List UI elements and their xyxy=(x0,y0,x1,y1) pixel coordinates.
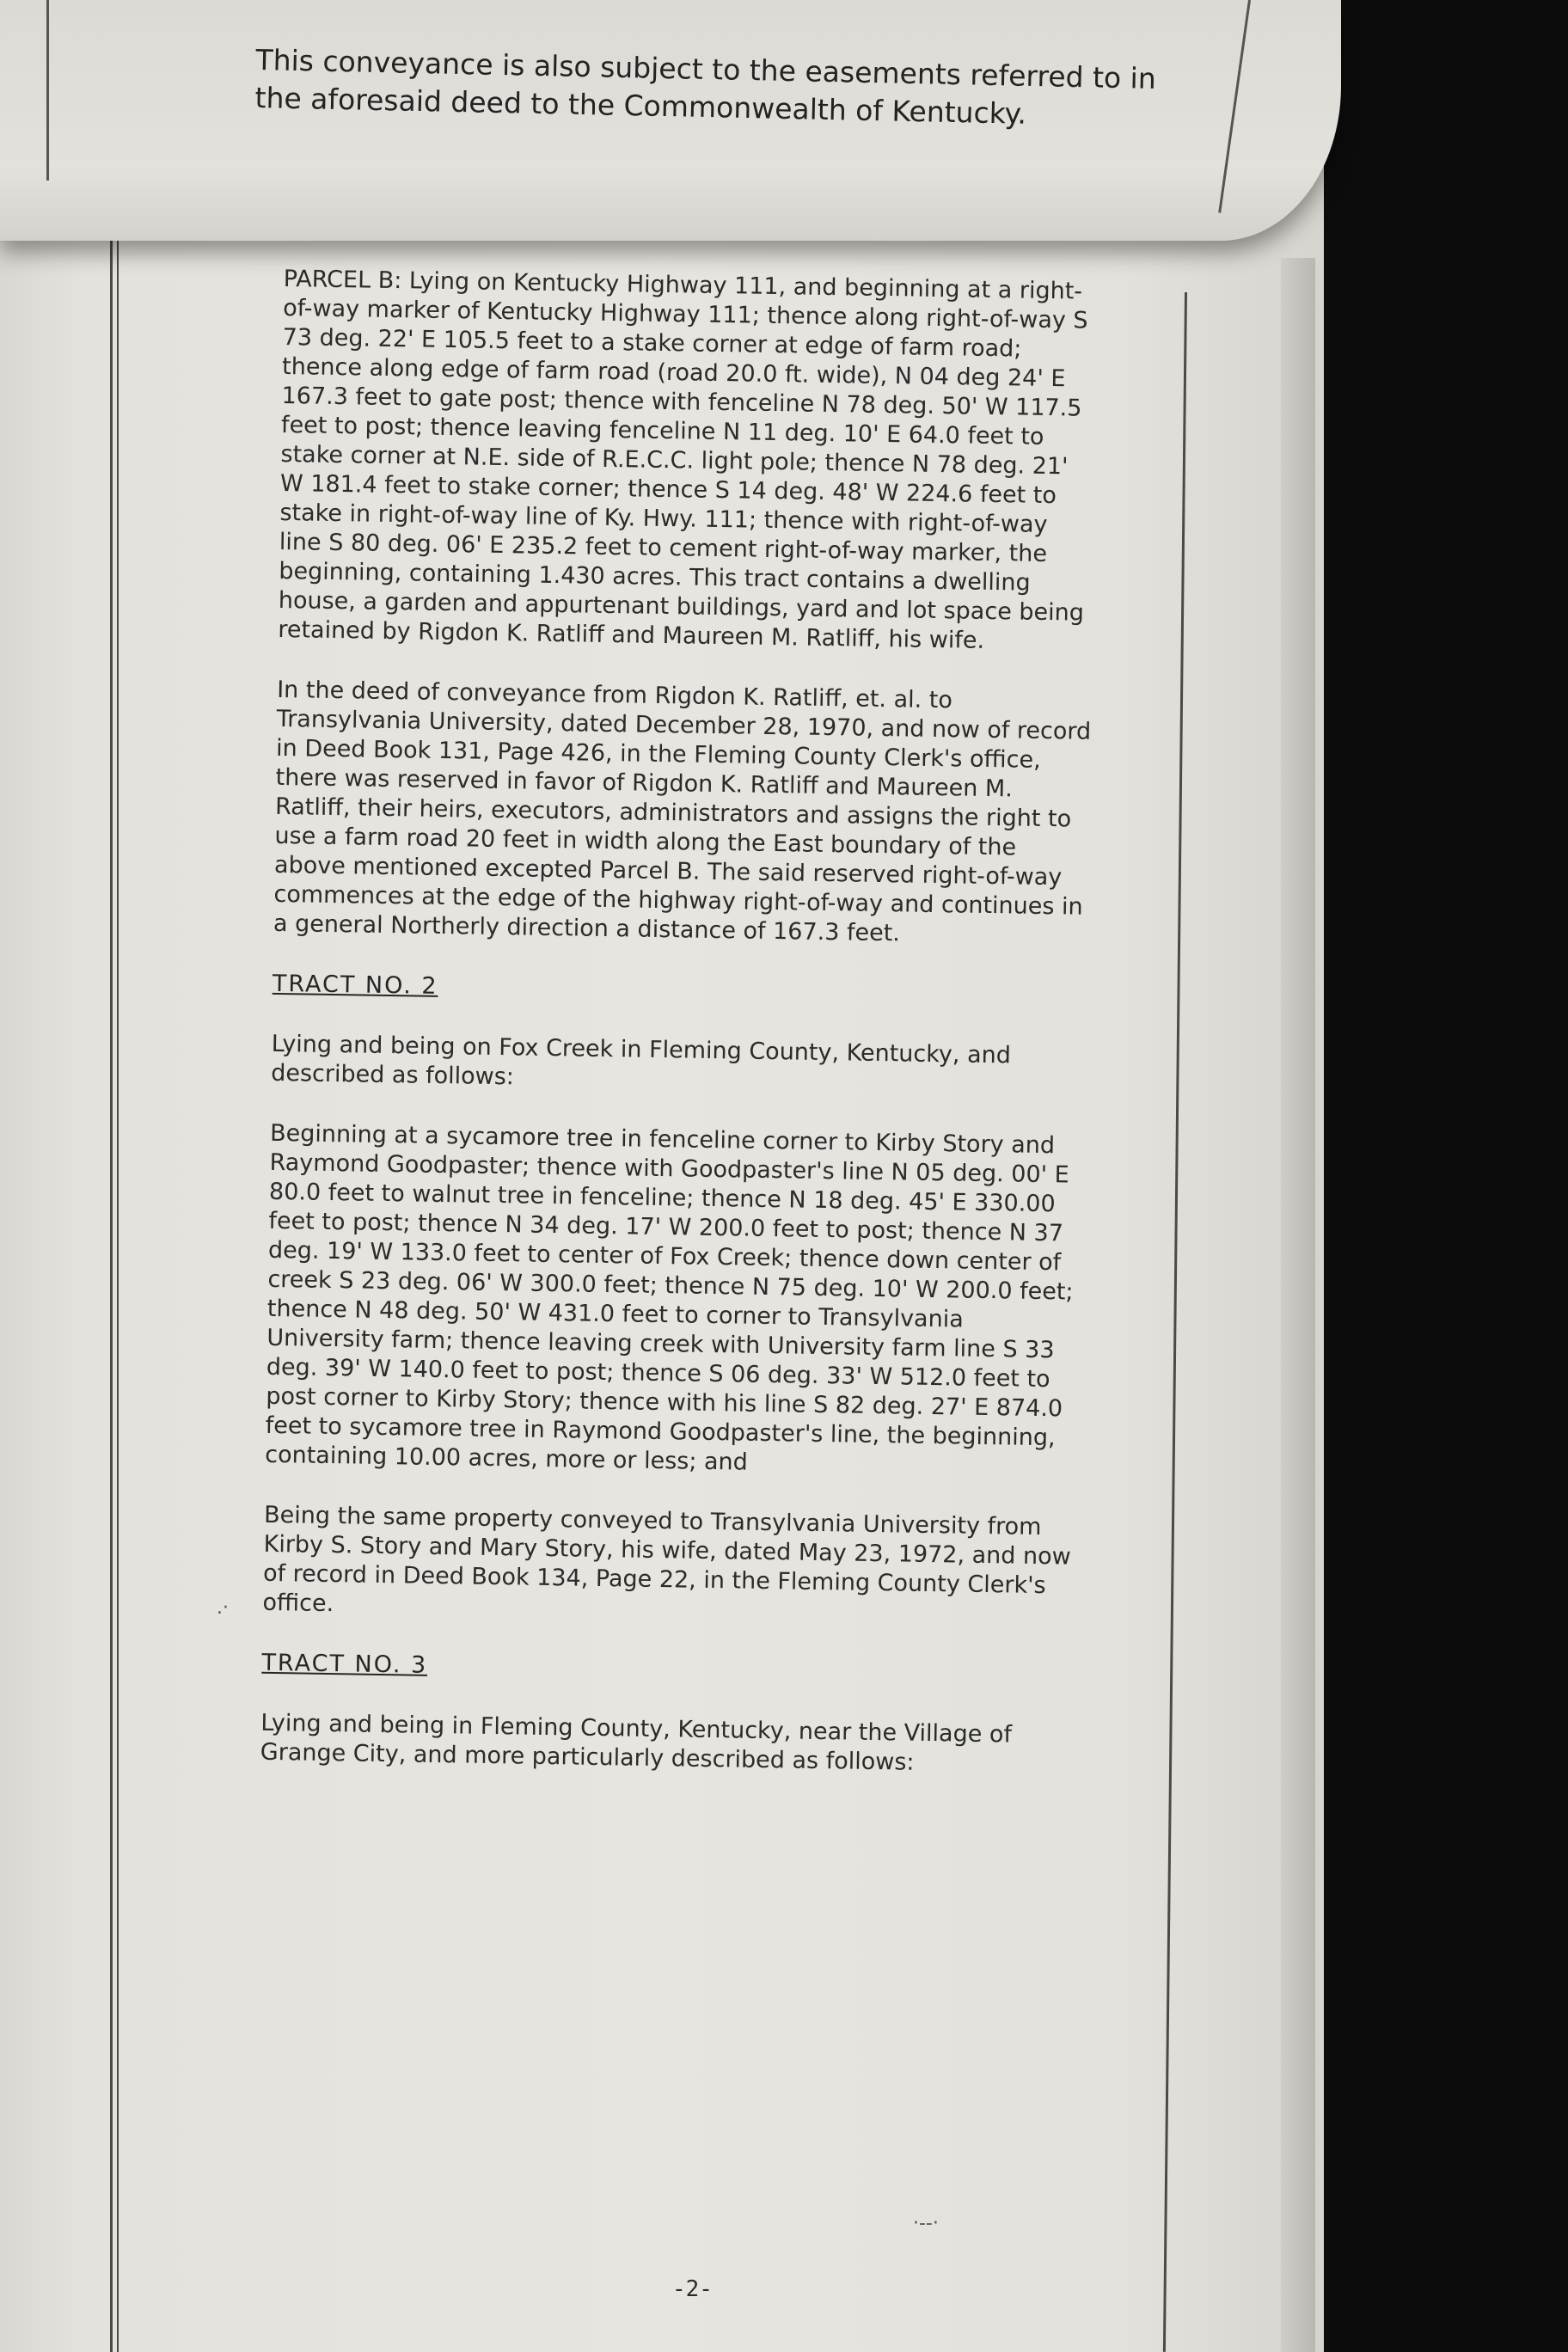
tract-2-heading: TRACT NO. 2 xyxy=(272,970,438,1000)
page-stack-edge xyxy=(1281,258,1315,2352)
flap-margin-line xyxy=(46,0,49,181)
left-margin-line xyxy=(110,163,113,2352)
folded-page-flap xyxy=(0,0,1341,241)
parcel-b-description: PARCEL B: Lying on Kentucky Highway 111, and beginning at a right-of-way marker of Kentucky Highway 111; thence along right-of-way S 73 deg. 22' E 105.5 feet to a stake corner at edge of farm road; thence along edge of farm road (road 20.0 ft. wide), N 04 deg 24' E 167.3 feet to gate post; thence with fenceline N 78 deg. 50' W 117.5 feet to post; thence leaving fenceline N 11 deg. 10' E 64.0 feet to stake corner at N.E. side of R.E.C.C. light pole; thence N 78 deg. 21' W 181.4 feet to stake corner; thence S 14 deg. 48' W 224.6 feet to stake in right-of-way line of Ky. Hwy. 111; thence with right-of-way line S 80 deg. 06' E 235.2 feet to cement right-of-way marker, the beginning, containing 1.430 acres. This tract contains a dwelling house, a garden and appurtenant buildings, yard and lot space being retained by Rigdon K. Ratliff and Maureen M. Ratliff, his wife. xyxy=(278,265,1088,654)
tract-3-heading: TRACT NO. 3 xyxy=(261,1649,428,1679)
tract-2-description: Beginning at a sycamore tree in fenceline corner to Kirby Story and Raymond Goodpaster; thence with Goodpaster's line N 05 deg. 00' E 80.0 feet to walnut tree in fenceline; thence N 18 deg. 45' E 330.00 feet to post; thence N 34 deg. 17' W 200.0 feet to post; thence N 37 deg. 19' W 133.0 feet to center of Fox Creek; thence down center of creek S 23 deg. 06' W 300.0 feet; thence N 75 deg. 10' W 200.0 feet; thence N 48 deg. 50' W 431.0 feet to corner to Transylvania University farm; thence leaving creek with University farm line S 33 deg. 39' W 140.0 feet to post; thence S 06 deg. 33' W 512.0 feet to post corner to Kirby Story; thence with his line S 82 deg. 27' E 874.0 feet to sycamore tree in Raymond Goodpaster's line, the beginning, containing 10.00 acres, more or less; and xyxy=(265,1119,1074,1476)
ink-speck: .· xyxy=(217,1597,229,1619)
left-margin-line-inner xyxy=(117,163,119,2352)
deed-reservation-paragraph: In the deed of conveyance from Rigdon K. Ratliff, et. al. to Transylvania University, dated December 28, 1970, and now of record in Deed Book 131, Page 426, in the Fleming County Clerk's office, there was reserved in favor of Rigdon K. Ratliff and Maureen M. Ratliff, their heirs, executors, administrators and assigns the right to use a farm road 20 feet in width along the East boundary of the above mentioned excepted Parcel B. The said reserved right-of-way commences at the edge of the highway right-of-way and continues in a general Northerly direction a distance of 167.3 feet. xyxy=(273,676,1092,947)
tract-3-intro: Lying and being in Fleming County, Kentucky, near the Village of Grange City, and more particularly described as follows: xyxy=(260,1709,1013,1776)
tract-2-source: Being the same property conveyed to Transylvania University from Kirby S. Story and Mary Story, his wife, dated May 23, 1972, and now of record in Deed Book 134, Page 22, in the Fleming County Clerk's office. xyxy=(262,1501,1071,1618)
page-number: -2- xyxy=(672,2276,713,2302)
easement-note: This conveyance is also subject to the easements referred to in the aforesaid deed to the Commonwealth of Kentucky. xyxy=(254,42,1157,131)
flap-right-margin-line xyxy=(1218,0,1251,213)
deed-text-body xyxy=(260,265,1100,1811)
tract-2-intro: Lying and being on Fox Creek in Fleming County, Kentucky, and described as follows: xyxy=(270,1030,1012,1091)
right-margin-line xyxy=(1163,292,1187,2352)
ink-speck: ·--· xyxy=(913,2213,939,2234)
